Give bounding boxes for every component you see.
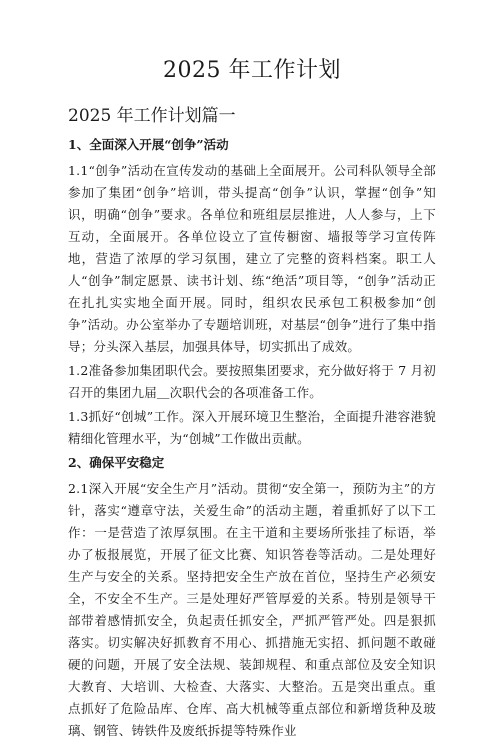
paragraph: 1.1“创争”活动在宣传发动的基础上全面展开。公司科队领导全部参加了集团“创争”培训，带头提高“创争”认识，掌握“创争”知识，明确“创争”要求。各单位和班组层层推进，人人参与，上下互动，全面展开。各单位设立了宣传橱窗、墙报等学习宣传阵地，营造了浓厚的学习氛围，建立了完整的资料档案。职工人人“创争”制定愿景、读书计划、练“绝活”项目等，“创争”活动正在扎扎实实地全面开展。同时，组织农民承包工积极参加“创争”活动。办公室举办了专题培训班，对基层“创争”进行了集中指导；分头深入基层，加强具体导，切实抓出了成效。: [68, 163, 436, 354]
section-title: 2025 年工作计划篇一: [68, 106, 236, 126]
document-body: [68, 134, 436, 742]
paragraph: 2.1深入开展“安全生产月”活动。贯彻“安全第一，预防为主”的方针，落实“遵章守法，关爱生命”的活动主题，着重抓好了以下工作：一是营造了浓厚氛围。在主干道和主要场所张挂了标语，举办了板报展览，开展了征文比赛、知识答卷等活动。二是处理好生产与安全的关系。坚持把安全生产放在首位，坚持生产必须安全，不安全不生产。三是处理好严管厚爱的关系。特别是领导干部带着感情抓安全，负起责任抓安全，严抓严管严处。四是狠抓落实。切实解决好抓教育不用心、抓措施无实招、抓问题不敢碰硬的问题，开展了安全法规、装卸规程、和重点部位及安全知识大教育、大培训、大检查、大落实、大整治。五是突出重点。重点抓好了危险品库、仓库、高大机械等重点部位和新增货种及玻璃、钢管、铸铁件及废纸拆提等特殊作业: [68, 481, 436, 738]
paragraph: 1.2准备参加集团职代会。要按照集团要求，充分做好将于 7 月初召开的集团九届＿次职代会的各项准备工作。: [68, 363, 436, 400]
paragraph: 1.3抓好“创城”工作。深入开展环境卫生整治，全面提升港容港貌精细化管理水平，为“创城”工作做出贡献。: [68, 409, 436, 446]
document-title: 2025 年工作计划: [163, 58, 341, 83]
subsection-heading: 2、确保平安稳定: [68, 455, 165, 470]
subsection-heading: 1、全面深入开展“创争”活动: [68, 137, 229, 152]
